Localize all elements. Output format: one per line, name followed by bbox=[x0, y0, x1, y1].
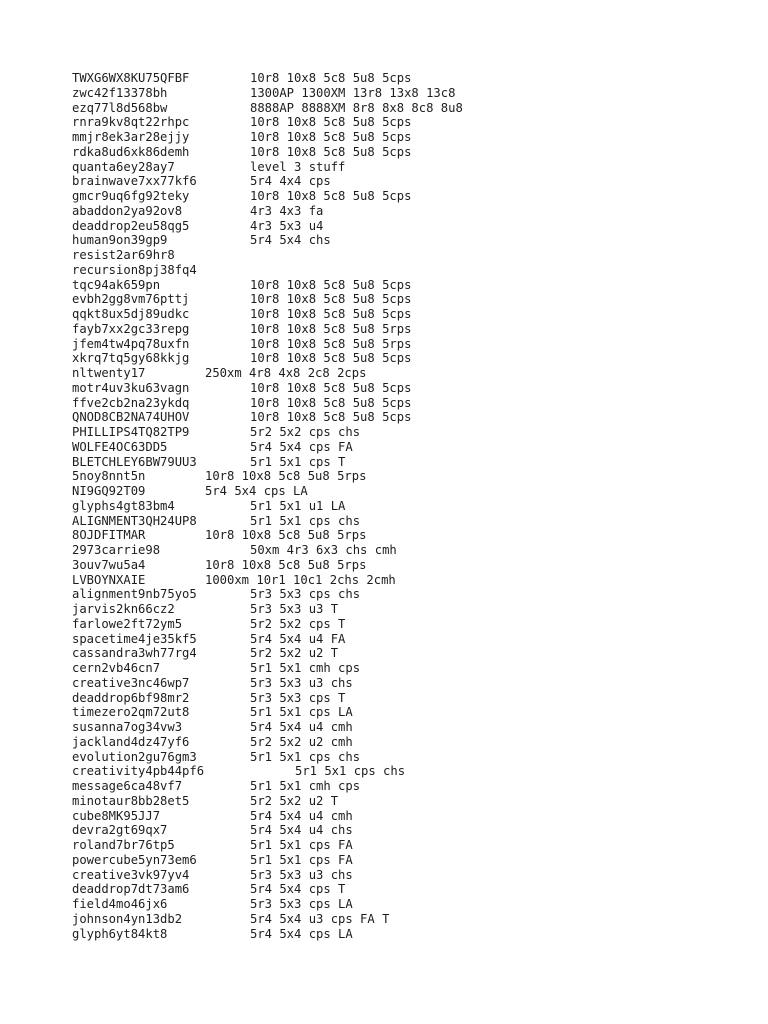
entry-spec: 10r8 10x8 5c8 5u8 5cps bbox=[250, 410, 412, 425]
entry-spec: 5r2 5x2 u2 T bbox=[250, 793, 339, 808]
entry-spec: 5r1 5x1 cps FA bbox=[250, 852, 353, 867]
list-row bbox=[72, 602, 752, 617]
list-row bbox=[72, 410, 752, 425]
entry-code: minotaur8bb28et5 bbox=[72, 793, 190, 808]
entry-spec: 5r4 5x4 cps LA bbox=[205, 484, 308, 498]
entry-code: deaddrop6bf98mr2 bbox=[72, 690, 190, 705]
entry-spec: 5r4 5x4 u3 cps FA T bbox=[250, 911, 390, 926]
entry-spec: 1300AP 1300XM 13r8 13x8 13c8 bbox=[250, 85, 456, 100]
list-row bbox=[72, 573, 752, 588]
list-row bbox=[72, 927, 752, 942]
list-row bbox=[72, 720, 752, 735]
entry-spec: 10r8 10x8 5c8 5u8 5cps bbox=[250, 380, 412, 395]
entry-spec: 5r1 5x1 cps T bbox=[250, 454, 346, 469]
list-row bbox=[72, 632, 752, 647]
entry-code: BLETCHLEY6BW79UU3 bbox=[72, 454, 197, 469]
entry-code: rdka8ud6xk86demh bbox=[72, 144, 190, 159]
entry-code: jackland4dz47yf6 bbox=[72, 734, 190, 749]
list-row bbox=[72, 868, 752, 883]
entry-code: 8OJDFITMAR bbox=[72, 528, 146, 543]
list-row bbox=[72, 882, 752, 897]
entry-spec: 10r8 10x8 5c8 5u8 5rps bbox=[205, 557, 367, 572]
list-row bbox=[72, 469, 752, 484]
entry-code: qqkt8ux5dj89udkc bbox=[72, 307, 190, 321]
entry-code: recursion8pj38fq4 bbox=[72, 262, 197, 277]
entry-spec: 8888AP 8888XM 8r8 8x8 8c8 8u8 bbox=[250, 100, 463, 115]
list-row bbox=[72, 764, 752, 779]
entry-code: susanna7og34vw3 bbox=[72, 720, 183, 734]
entry-code: quanta6ey28ay7 bbox=[72, 159, 175, 174]
entry-code: cassandra3wh77rg4 bbox=[72, 646, 197, 661]
entry-spec: 10r8 10x8 5c8 5u8 5cps bbox=[250, 144, 412, 159]
entry-spec: 10r8 10x8 5c8 5u8 5cps bbox=[250, 189, 412, 203]
list-row bbox=[72, 71, 752, 86]
entry-code: glyphs4gt83bm4 bbox=[72, 498, 175, 513]
list-row bbox=[72, 897, 752, 912]
list-row bbox=[72, 558, 752, 573]
entry-code: 3ouv7wu5a4 bbox=[72, 557, 146, 572]
list-row bbox=[72, 233, 752, 248]
list-row bbox=[72, 750, 752, 765]
code-list bbox=[72, 71, 752, 941]
list-row bbox=[72, 676, 752, 691]
list-row bbox=[72, 115, 752, 130]
list-row bbox=[72, 248, 752, 263]
entry-spec: 5r3 5x3 u3 T bbox=[250, 602, 339, 616]
entry-spec: 5r4 5x4 cps LA bbox=[250, 926, 353, 941]
entry-spec: 250xm 4r8 4x8 2c8 2cps bbox=[205, 366, 367, 380]
entry-code: timezero2qm72ut8 bbox=[72, 705, 190, 720]
entry-spec: 5r3 5x3 u3 chs bbox=[250, 867, 353, 882]
entry-code: evolution2gu76gm3 bbox=[72, 749, 197, 764]
list-row bbox=[72, 809, 752, 824]
entry-code: nltwenty17 bbox=[72, 366, 146, 380]
list-row bbox=[72, 307, 752, 322]
entry-code: brainwave7xx77kf6 bbox=[72, 174, 197, 189]
entry-spec: 4r3 4x3 fa bbox=[250, 203, 324, 218]
entry-code: glyph6yt84kt8 bbox=[72, 926, 168, 941]
entry-code: LVBOYNXAIE bbox=[72, 572, 146, 587]
entry-code: abaddon2ya92ov8 bbox=[72, 203, 183, 218]
entry-code: creative3nc46wp7 bbox=[72, 675, 190, 690]
entry-code: field4mo46jx6 bbox=[72, 897, 168, 911]
entry-code: creative3vk97yv4 bbox=[72, 867, 190, 882]
entry-code: ezq77l8d568bw bbox=[72, 100, 168, 115]
list-row bbox=[72, 396, 752, 411]
entry-code: johnson4yn13db2 bbox=[72, 911, 183, 926]
entry-code: deaddrop2eu58qg5 bbox=[72, 218, 190, 233]
entry-spec: 10r8 10x8 5c8 5u8 5cps bbox=[250, 130, 412, 144]
list-row bbox=[72, 174, 752, 189]
entry-spec: 10r8 10x8 5c8 5u8 5cps bbox=[250, 351, 412, 366]
entry-spec: 5r4 5x4 chs bbox=[250, 233, 331, 248]
list-row bbox=[72, 838, 752, 853]
entry-code: creativity4pb44pf6 bbox=[72, 764, 205, 779]
list-row bbox=[72, 440, 752, 455]
entry-spec: 5r4 5x4 u4 cmh bbox=[250, 808, 353, 823]
entry-spec: 10r8 10x8 5c8 5u8 5rps bbox=[205, 528, 367, 543]
entry-spec: 4r3 5x3 u4 bbox=[250, 218, 324, 233]
entry-spec: 5r2 5x2 u2 T bbox=[250, 646, 339, 661]
entry-spec: level 3 stuff bbox=[250, 159, 346, 174]
entry-spec: 5r4 5x4 u4 chs bbox=[250, 823, 353, 838]
list-row bbox=[72, 912, 752, 927]
list-row bbox=[72, 646, 752, 661]
entry-spec: 1000xm 10r1 10c1 2chs 2cmh bbox=[205, 572, 396, 587]
entry-code: TWXG6WX8KU75QFBF bbox=[72, 71, 190, 85]
list-row bbox=[72, 514, 752, 529]
list-row bbox=[72, 455, 752, 470]
entry-spec: 10r8 10x8 5c8 5u8 5rps bbox=[250, 321, 412, 336]
entry-code: xkrq7tq5gy68kkjg bbox=[72, 351, 190, 366]
entry-code: tqc94ak659pn bbox=[72, 277, 161, 292]
entry-spec: 5r3 5x3 cps T bbox=[250, 690, 346, 705]
entry-spec: 5r1 5x1 cps chs bbox=[250, 749, 361, 764]
list-row bbox=[72, 219, 752, 234]
entry-code: fayb7xx2gc33repg bbox=[72, 321, 190, 336]
entry-spec: 5r2 5x2 u2 cmh bbox=[250, 734, 353, 749]
list-row bbox=[72, 617, 752, 632]
list-row bbox=[72, 823, 752, 838]
list-row bbox=[72, 794, 752, 809]
entry-spec: 5r4 5x4 cps FA bbox=[250, 439, 353, 454]
list-row bbox=[72, 337, 752, 352]
entry-code: WOLFE4OC63DD5 bbox=[72, 439, 168, 454]
entry-code: human9on39gp9 bbox=[72, 233, 168, 248]
entry-spec: 5r2 5x2 cps chs bbox=[250, 425, 361, 439]
entry-spec: 10r8 10x8 5c8 5u8 5cps bbox=[250, 115, 412, 130]
list-row bbox=[72, 779, 752, 794]
list-row bbox=[72, 425, 752, 440]
entry-spec: 5r1 5x1 cmh cps bbox=[250, 779, 361, 793]
list-row bbox=[72, 528, 752, 543]
list-row bbox=[72, 366, 752, 381]
entry-code: farlowe2ft72ym5 bbox=[72, 616, 183, 631]
entry-code: deaddrop7dt73am6 bbox=[72, 882, 190, 897]
entry-spec: 5r3 5x3 cps chs bbox=[250, 587, 361, 602]
entry-code: NI9GQ92T09 bbox=[72, 484, 146, 498]
entry-code: message6ca48vf7 bbox=[72, 779, 183, 793]
entry-spec: 10r8 10x8 5c8 5u8 5cps bbox=[250, 277, 412, 292]
entry-spec: 5r4 4x4 cps bbox=[250, 174, 331, 189]
entry-spec: 10r8 10x8 5c8 5u8 5cps bbox=[250, 71, 412, 85]
entry-code: devra2gt69qx7 bbox=[72, 823, 168, 838]
list-row bbox=[72, 484, 752, 499]
list-row bbox=[72, 204, 752, 219]
entry-spec: 5r4 5x4 cps T bbox=[250, 882, 346, 897]
entry-spec: 5r1 5x1 u1 LA bbox=[250, 498, 346, 513]
list-row bbox=[72, 381, 752, 396]
list-row bbox=[72, 587, 752, 602]
entry-code: cern2vb46cn7 bbox=[72, 661, 161, 675]
entry-spec: 5r1 5x1 cps LA bbox=[250, 705, 353, 720]
entry-spec: 10r8 10x8 5c8 5u8 5cps bbox=[250, 292, 412, 307]
list-row bbox=[72, 543, 752, 558]
entry-spec: 50xm 4r3 6x3 chs cmh bbox=[250, 543, 397, 557]
entry-code: roland7br76tp5 bbox=[72, 838, 175, 852]
entry-code: motr4uv3ku63vagn bbox=[72, 380, 190, 395]
entry-spec: 5r3 5x3 u3 chs bbox=[250, 675, 353, 690]
entry-spec: 5r1 5x1 cps chs bbox=[295, 764, 406, 779]
entry-spec: 5r3 5x3 cps LA bbox=[250, 897, 353, 911]
list-row bbox=[72, 691, 752, 706]
entry-spec: 10r8 10x8 5c8 5u8 5cps bbox=[250, 307, 412, 321]
list-row bbox=[72, 322, 752, 337]
list-row bbox=[72, 499, 752, 514]
list-row bbox=[72, 160, 752, 175]
entry-code: resist2ar69hr8 bbox=[72, 248, 175, 262]
list-row bbox=[72, 101, 752, 116]
list-row bbox=[72, 705, 752, 720]
list-row bbox=[72, 86, 752, 101]
entry-spec: 5r2 5x2 cps T bbox=[250, 616, 346, 631]
entry-code: powercube5yn73em6 bbox=[72, 852, 197, 867]
entry-code: mmjr8ek3ar28ejjy bbox=[72, 130, 190, 144]
entry-spec: 10r8 10x8 5c8 5u8 5cps bbox=[250, 395, 412, 410]
entry-code: 5noy8nnt5n bbox=[72, 469, 146, 484]
entry-code: spacetime4je35kf5 bbox=[72, 631, 197, 646]
entry-code: alignment9nb75yo5 bbox=[72, 587, 197, 602]
entry-code: PHILLIPS4TQ82TP9 bbox=[72, 425, 190, 439]
entry-spec: 10r8 10x8 5c8 5u8 5rps bbox=[250, 336, 412, 351]
entry-code: 2973carrie98 bbox=[72, 543, 161, 557]
entry-code: gmcr9uq6fg92teky bbox=[72, 189, 190, 203]
list-row bbox=[72, 351, 752, 366]
list-row bbox=[72, 189, 752, 204]
entry-spec: 5r4 5x4 u4 cmh bbox=[250, 720, 353, 734]
entry-code: jfem4tw4pq78uxfn bbox=[72, 336, 190, 351]
entry-spec: 5r1 5x1 cmh cps bbox=[250, 661, 361, 675]
entry-code: QNOD8CB2NA74UHOV bbox=[72, 410, 190, 425]
entry-code: cube8MK95JJ7 bbox=[72, 808, 161, 823]
list-row bbox=[72, 735, 752, 750]
entry-spec: 10r8 10x8 5c8 5u8 5rps bbox=[205, 469, 367, 484]
entry-spec: 5r1 5x1 cps FA bbox=[250, 838, 353, 852]
entry-code: ALIGNMENT3QH24UP8 bbox=[72, 513, 197, 528]
entry-code: ffve2cb2na23ykdq bbox=[72, 395, 190, 410]
entry-spec: 5r4 5x4 u4 FA bbox=[250, 631, 346, 646]
entry-code: jarvis2kn66cz2 bbox=[72, 602, 175, 616]
entry-code: rnra9kv8qt22rhpc bbox=[72, 115, 190, 130]
list-row bbox=[72, 263, 752, 278]
list-row bbox=[72, 853, 752, 868]
entry-spec: 5r1 5x1 cps chs bbox=[250, 513, 361, 528]
list-row bbox=[72, 278, 752, 293]
list-row bbox=[72, 661, 752, 676]
entry-code: zwc42f13378bh bbox=[72, 85, 168, 100]
entry-code: evbh2gg8vm76pttj bbox=[72, 292, 190, 307]
list-row bbox=[72, 145, 752, 160]
list-row bbox=[72, 292, 752, 307]
list-row bbox=[72, 130, 752, 145]
